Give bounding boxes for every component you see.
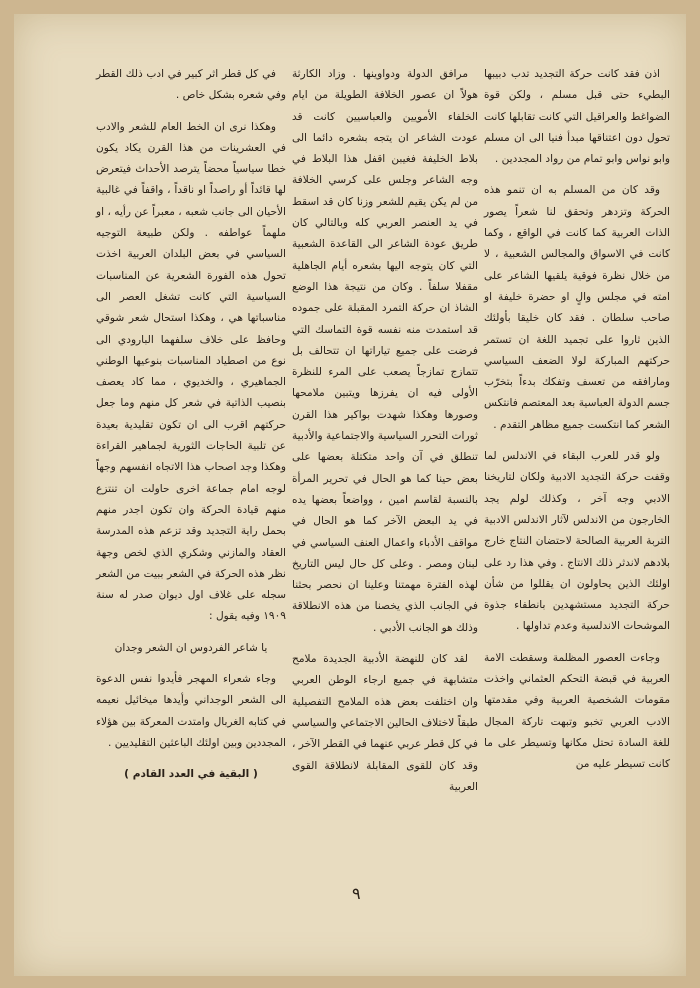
page-number: ٩: [352, 884, 361, 903]
paragraph: وهكذا نرى ان الخط العام للشعر والادب في العشرينات من هذا القرن يكاد يكون خطا سياسياً محضاً يترصد الأحداث فيتعرض لها قائداً أو راصداً او ناقداً ، واقفاً في غالبية الأحيان الى جانب شعبه ، معبراً عن رأيه ، او ملهماً عواطفه . ولكن طبيعة التوجيه السياسي في بعض البلدان العربية اخذت تحول هذه الفورة الشعرية عن المناسبات السياسية التي كانت تشغل العصر الى مناسباتها هي ، وهكذا استحال شعر شوقي وحافظ على خلاف سلفهما البارودي الى نوع من اصطياد المناسبات بنوعيها الوطني الجماهيري ، والخديوي ، مما كاد يعصف بنصيب الذاتية في شعر كل منهم وما جعل حركتهم اقرب الى ان تكون تقليدية بعيدة عن تلبية الحاجات الثورية لجماهير القراءة وهكذا وجد اصحاب هذا الاتجاه انفسهم وجهاً لوجه امام جماعة اخرى حاولت ان تنتزع منهم قيادة الحركة وان تكون اجدر منهم بحمل راية التجديد وقد تزعم هذه المدرسة العقاد والمازني وشكري الذي لخص وجهة نظر هذه الحركة في الشعر ببيت من الشعر سجله على غلاف اول ديوان صدر له سنة ١٩٠٩ وفيه يقول :: [96, 120, 286, 623]
column-left: [96, 64, 286, 786]
paragraph: لقد كان للنهضة الأدبية الجديدة ملامح متشابهة في جميع ارجاء الوطن العربي وان اختلفت بعض هذه الملامح التفصيلية طبقاً لاختلاف الحالين الاجتماعي والسياسي في كل قطر عربي عنهما في القطر الآخر ، وقد كان للقوى المقابلة لانطلاقة القوى العربية: [292, 653, 478, 793]
paragraph: وقد كان من المسلم به ان تنمو هذه الحركة وتزدهر وتحقق لنا شعراً يصور الذات العربية كما كانت في الواقع ، وكما كانت في الاسواق والمجالس الشعبية ، لا من خلال نظرة فوقية يلقيها الشاعر على امته في مجلس والٍ او حضرة خليفة او صاحب سلطان . فقد كان خليقا بأولئك الذين ثاروا على تجميد اللغة ان تستمر حركتهم المباركة لولا الضعف السياسي ومارافقه من تعسف وتفكك بدءاً بتخرّب جسم الدولة العباسية بعد المعتصم فانتكس الشعر كما انتكست جميع مظاهر التقدم .: [484, 184, 670, 431]
column-right: [484, 64, 670, 786]
paragraph: ولو قدر للعرب البقاء في الاندلس لما وقفت حركة التجديد الادبية ولكان لتاريخنا الادبي وجه آخر ، وكذلك لولم يجد الخارجون من الاندلس لآثار الاندلس الادبية التربة العربية الصالحة لاحتضان النتاج خارج بلادهم لاندثر ذلك الانتاج . وفي هذا رد على اولئك الذين يحاولون ان يقللوا من شأن حركة التجديد مستشهدين بانطفاء جذوة الموشحات الاندلسية وعدم تداولها .: [484, 450, 670, 633]
continued-notice: ( البقية في العدد القادم ): [124, 768, 258, 781]
newspaper-page: [14, 14, 686, 976]
paragraph: مرافق الدولة ودواوينها . وزاد الكارثة هولاً ان عصور الخلافة الطويلة من ايام الخلفاء الأمويين والعباسيين كانت قد عودت الشاعر ان يتجه بشعره دائما الى بلاط الخليفة فغيبن اقفل هذا البلاط في وجه الشاعر وجلس على كرسي الخلافة من لم يكن يقيم للشعر وزنا كان قد اسقط في يد العنصر العربي كله وبالتالي كان طريق عودة الشاعر الى القاعدة الشعبية التي كان يتوجه اليها بشعره أيام الجاهلية مقفلا سلفاً . وكان من نتيجة هذا الوضع الشاذ ان حركة التمرد المقبلة على جموده قد استمدت منه نفسه قوة التماسك التي فرضت على جميع تياراتها ان تتحالف بل تتمازج تمازجاً يصعب على المرء للنظرة الأولى فيه ان يفرزها ويتبين ملامحها وصورها وهكذا شهدت بواكير هذا القرن ثورات التحرر السياسية والاجتماعية والأدبية تنطلق في آن واحد متكتلة بعضها على بعض حينا كما هو الحال في تحرير المرأة بالنسبة لقاسم امين ، وواضعاً بعضها يده في يد البعض الآخر كما هو الحال في مواقف الأدباء واعمال العنف السياسي في لبنان ومصر . وعلى كل حال ليس التاريخ لهذه الفترة مهمتنا وعلينا ان نحصر بحثنا في الجانب الذي يخصنا من هذه الانطلاقة وذلك هو الجانب الأدبي .: [292, 68, 478, 634]
paragraph: في كل قطر اثر كبير في ادب ذلك القطر وفي شعره بشكل خاص .: [96, 68, 286, 102]
paragraph: اذن فقد كانت حركة التجديد تدب دبيبها البطيء حتى قبل مسلم ، ولكن قوة الضواغط والعراقيل التي كانت تقابلها كانت تحول دون اعتناقها مبدأ فنيا الى ان مسلم وابو نواس وابو تمام من رواد المجددين .: [484, 68, 670, 166]
paragraph: وجاءت العصور المظلمة وسقطت الامة العربية في قبضة التحكم العثماني واخذت مقومات الشخصية العربية وفي مقدمتها الادب العربي تخبو وتبهت تاركة المجال للغة السادة تحتل مكانها وتسيطر على ما كانت تسيطر عليه من: [484, 651, 670, 771]
column-middle: [292, 64, 478, 808]
paragraph: وجاء شعراء المهجر فأيدوا نفس الدعوة الى الشعر الوجداني وأيدها ميخائيل نعيمه في كتابه الغربال وامتدت المعركة بين هؤلاء المجددين وبين اولئك الباعثين التقليديين .: [96, 673, 286, 749]
verse-quote: يا شاعر الفردوس ان الشعر وجدان: [114, 641, 268, 654]
